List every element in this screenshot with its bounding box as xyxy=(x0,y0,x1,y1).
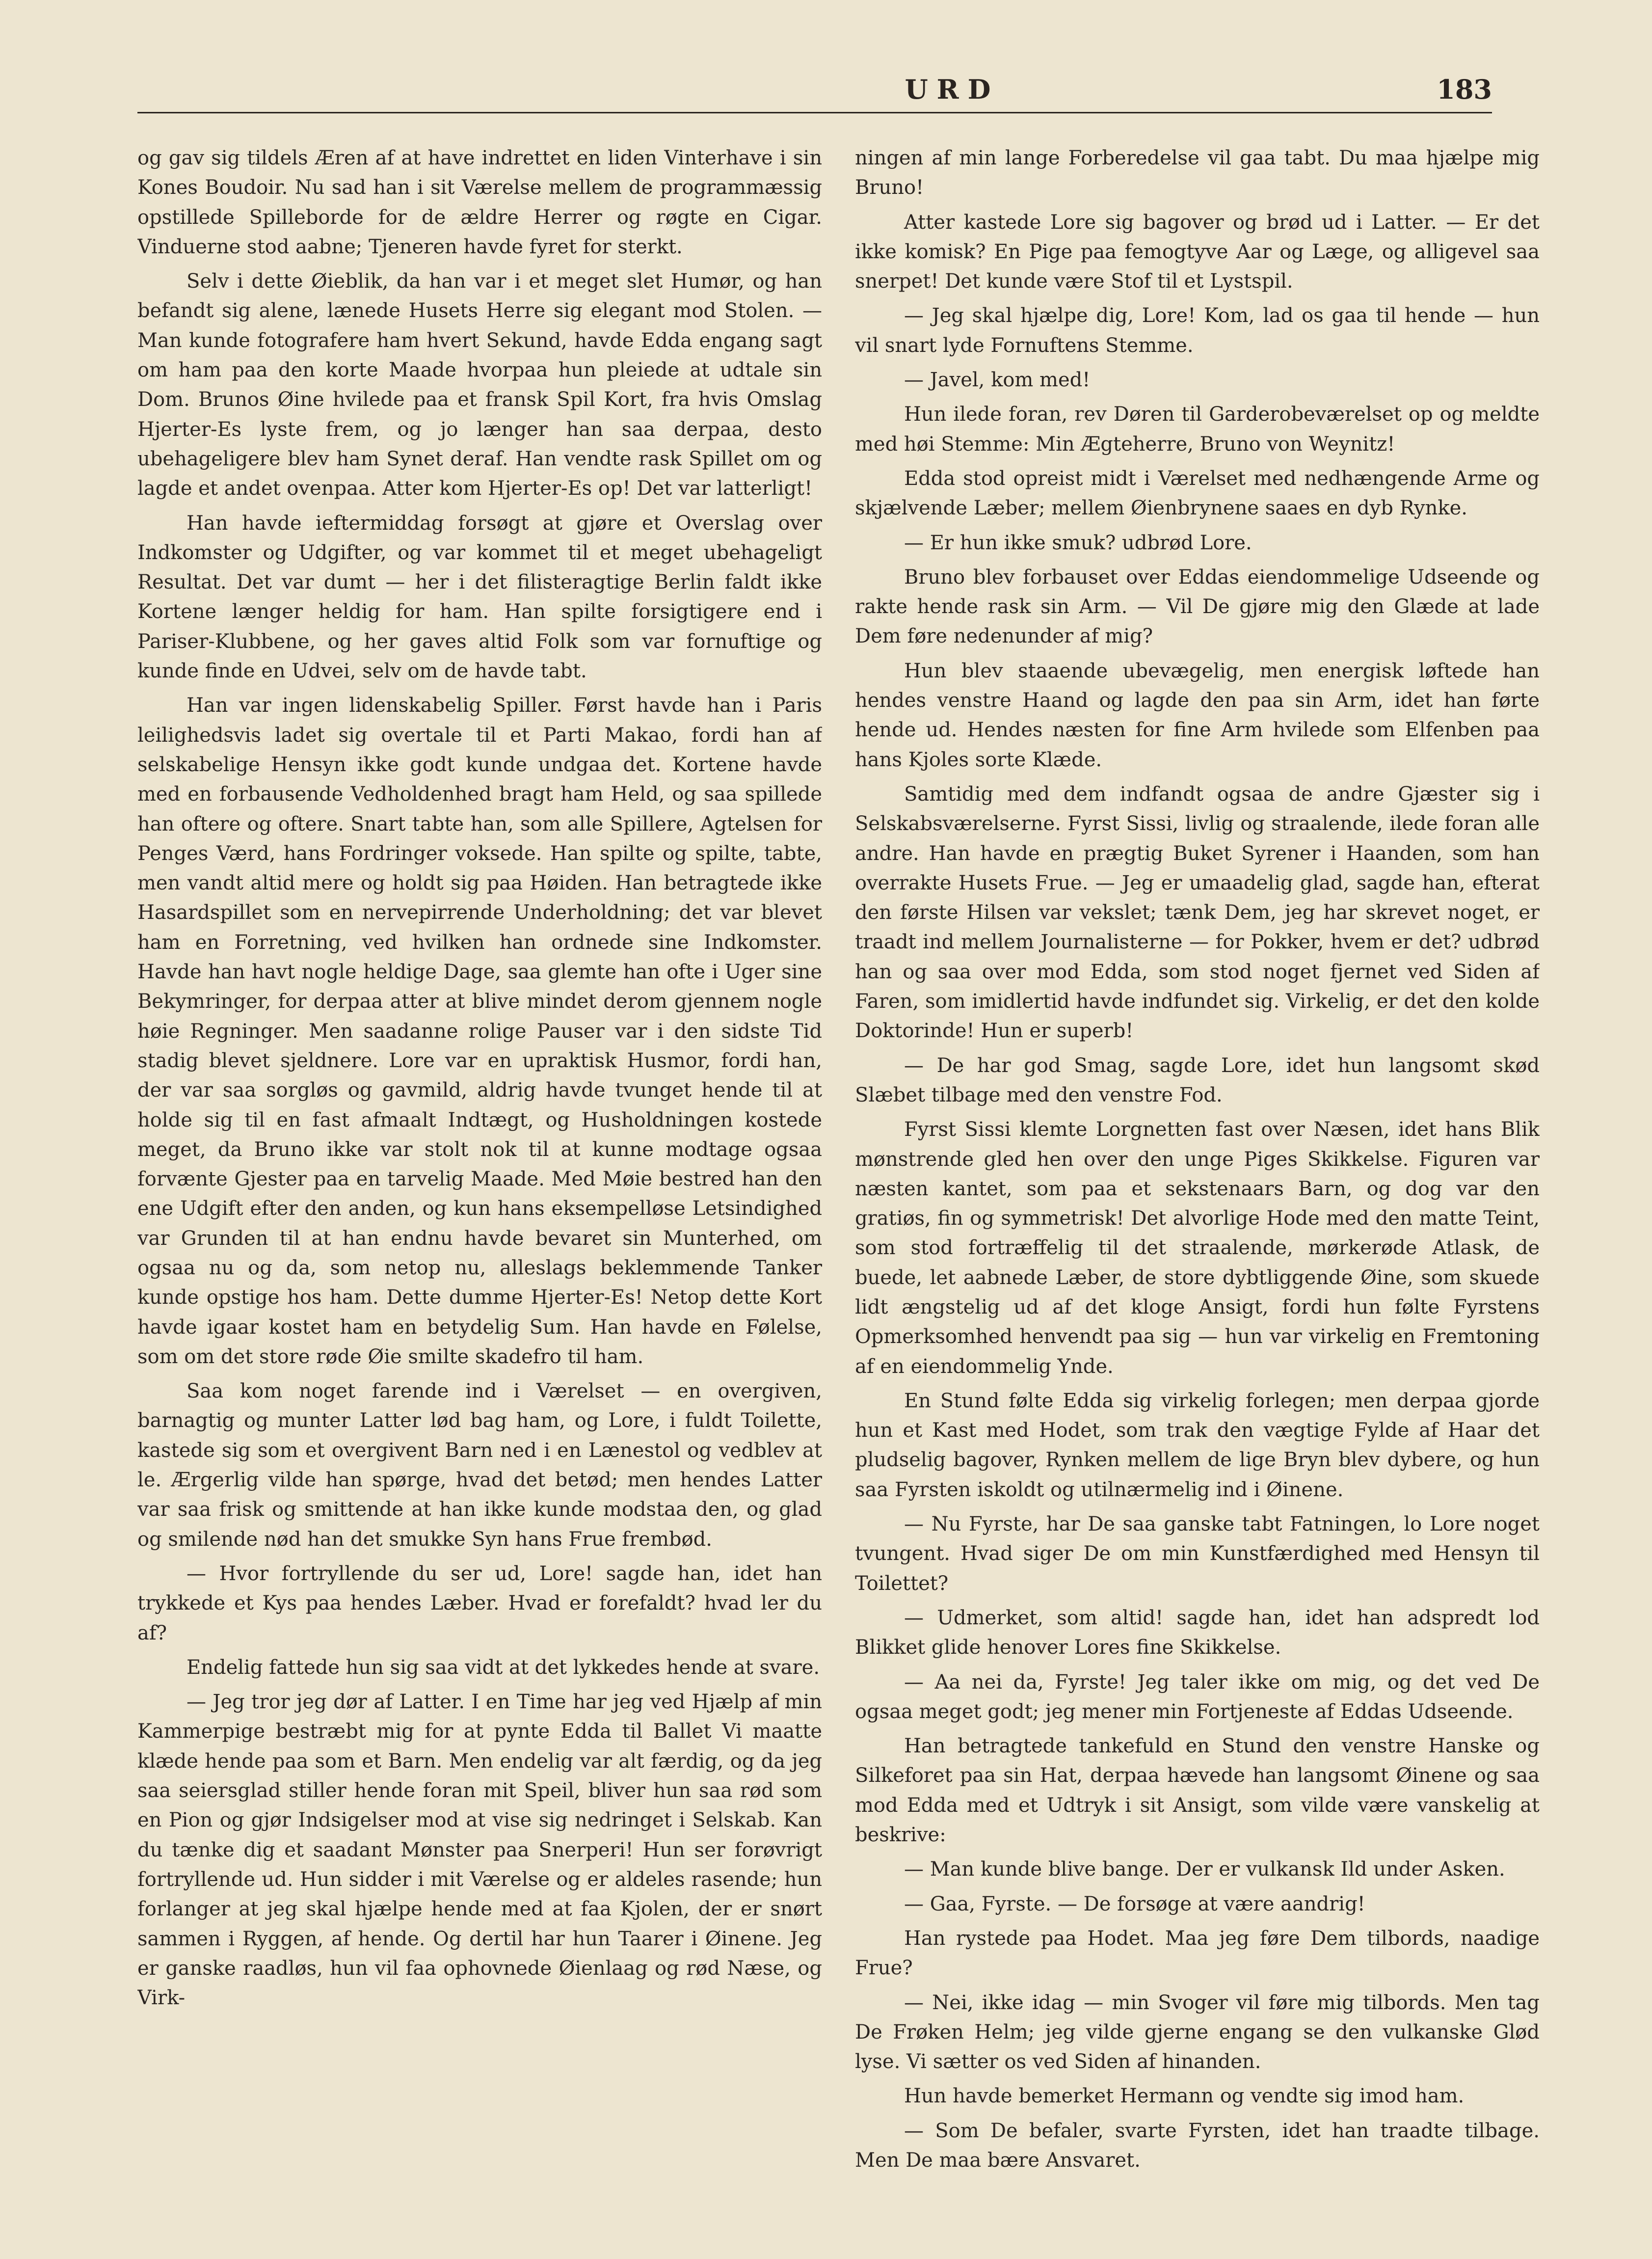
right-text-column xyxy=(855,143,1540,2171)
paragraph: ningen af min lange Forberedelse vil gaa tabt. Du maa hjælpe mig Bruno! xyxy=(855,147,1540,199)
paragraph: Bruno blev forbauset over Eddas eiendommelige Udseende og rakte hende rask sin Arm. — Vil De gjøre mig den Glæde at lade Dem føre nedenunder af mig? xyxy=(855,565,1540,648)
paragraph: — Aa nei da, Fyrste! Jeg taler ikke om mig, og det ved De ogsaa meget godt; jeg mener min Fortjeneste af Eddas Udseende. xyxy=(855,1670,1540,1723)
paragraph: Hun havde bemerket Hermann og vendte sig imod ham. xyxy=(904,2085,1465,2108)
paragraph: — Man kunde blive bange. Der er vulkansk Ild under Asken. xyxy=(904,1858,1505,1881)
paragraph: Endelig fattede hun sig saa vidt at det lykkedes hende at svare. xyxy=(187,1656,820,1679)
paragraph: En Stund følte Edda sig virkelig forlegen; men derpaa gjorde hun et Kast med Hodet, som trak den vægtige Fylde af Haar det pludselig bagover, Rynken mellem de lige Bryn blev dybere, og hun saa Fyrsten iskoldt og utilnærmelig ind i Øinene. xyxy=(855,1389,1540,1501)
paragraph: — Javel, kom med! xyxy=(904,369,1091,392)
paragraph: — Nei, ikke idag — min Svoger vil føre mig tilbords. Men tag De Frøken Helm; jeg vilde gjerne engang se den vulkanske Glød lyse. Vi sætter os ved Siden af hinanden. xyxy=(855,1991,1540,2073)
paragraph: — Udmerket, som altid! sagde han, idet han adspredt lod Blikket glide henover Lores fine Skikkelse. xyxy=(855,1606,1540,1659)
paragraph: — De har god Smag, sagde Lore, idet hun langsomt skød Slæbet tilbage med den venstre Fod. xyxy=(855,1054,1540,1106)
paragraph: Han betragtede tankefuld en Stund den venstre Hanske og Silkeforet paa sin Hat, derpaa hævede han langsomt Øinene og saa mod Edda med et Udtryk i sit Ansigt, som vilde være vanskelig at beskrive: xyxy=(855,1735,1540,1847)
paragraph: Edda stod opreist midt i Værelset med nedhængende Arme og skjælvende Læber; mellem Øienbrynene saaes en dyb Rynke. xyxy=(855,467,1540,520)
paragraph: — Hvor fortryllende du ser ud, Lore! sagde han, idet han trykkede et Kys paa hendes Læber. Hvad er forefaldt? hvad ler du af? xyxy=(137,1562,822,1644)
page-header xyxy=(137,74,1492,113)
header-rule xyxy=(137,112,1492,113)
paragraph: Atter kastede Lore sig bagover og brød ud i Latter. — Er det ikke komisk? En Pige paa femogtyve Aar og Læge, og alligevel saa snerpet! Det kunde være Stof til et Lystspil. xyxy=(855,211,1540,293)
paragraph: — Nu Fyrste, har De saa ganske tabt Fatningen, lo Lore noget tvungent. Hvad siger De om min Kunstfærdighed med Hensyn til Toilettet? xyxy=(855,1513,1540,1595)
paragraph: Han havde ieftermiddag forsøgt at gjøre et Overslag over Indkomster og Udgifter, og var kommet til et meget ubehageligt Resultat. Det var dumt — her i det filisteragtige Berlin faldt ikke Kortene længer heldig for ham. Han spilte forsigtigere end i Pariser-Klubbene, og her gaves altid Folk som var fornuftige og kunde finde en Udvei, selv om de havde tabt. xyxy=(137,511,822,683)
paragraph: Han rystede paa Hodet. Maa jeg føre Dem tilbords, naadige Frue? xyxy=(855,1927,1540,1980)
paragraph: — Er hun ikke smuk? udbrød Lore. xyxy=(904,531,1252,554)
paragraph: — Jeg tror jeg dør af Latter. I en Time har jeg ved Hjælp af min Kammerpige bestræbt mig for at pynte Edda til Ballet Vi maatte klæde hende paa som et Barn. Men endelig var alt færdig, og da jeg saa seiersglad stiller hende foran mit Speil, bliver hun saa rød som en Pion og gjør Indsigelser mod at vise sig nedringet i Selskab. Kan du tænke dig et saadant Mønster paa Snerperi! Hun ser forøvrigt fortryllende ud. Hun sidder i mit Værelse og er aldeles rasende; hun forlanger at jeg skal hjælpe hende med at faa Kjolen, der er snørt sammen i Ryggen, af hende. Og dertil har hun Taarer i Øinene. Jeg er ganske raadløs, hun vil faa ophovnede Øienlaag og rød Næse, og Virk- xyxy=(137,1691,822,2010)
paragraph: Hun ilede foran, rev Døren til Garderobeværelset op og meldte med høi Stemme: Min Ægteherre, Bruno von Weynitz! xyxy=(855,403,1540,456)
page-number: 183 xyxy=(1437,74,1492,105)
paragraph: Han var ingen lidenskabelig Spiller. Først havde han i Paris leilighedsvis ladet sig overtale til et Parti Makao, fordi han af selskabelige Hensyn ikke godt kunde undgaa det. Kortene havde med en forbausende Vedholdenhed bragt ham Held, og saa spillede han oftere og oftere. Snart tabte han, som alle Spillere, Agtelsen for Penges Værd, hans Fordringer voksede. Han spilte og spilte, tabte, men vandt altid mere og holdt sig paa Høiden. Han betragtede ikke Hasardspillet som en nervepirrende Underholdning; det var blevet ham en Forretning, ved hvilken han ordnede sine Indkomster. Havde han havt nogle heldige Dage, saa glemte han ofte i Uger sine Bekymringer, for derpaa atter at blive mindet derom gjennem nogle høie Regninger. Men saadanne rolige Pauser var i den sidste Tid stadig blevet sjeldnere. Lore var en upraktisk Husmor, fordi han, der var saa sorgløs og gavmild, aldrig havde tvunget hende til at holde sig til en fast afmaalt Indtægt, og Husholdningen kostede meget, da Bruno ikke var stolt nok til at kunne modtage ogsaa forvænte Gjester paa en tarvelig Maade. Med Møie bestred han den ene Udgift efter den anden, og kun hans eksempelløse Letsindighed var Grunden til at han endnu havde bevaret sin Munterhed, om ogsaa nu og da, som netop nu, alleslags beklemmende Tanker kunde opstige hos ham. Dette dumme Hjerter-Es! Netop dette Kort havde igaar kostet ham en betydelig Sum. Han havde en Følelse, som om det store røde Øie smilte skadefro til ham. xyxy=(137,694,822,1368)
paragraph: Fyrst Sissi klemte Lorgnetten fast over Næsen, idet hans Blik mønstrende gled hen over den unge Piges Skikkelse. Figuren var næsten kantet, som paa et sekstenaars Barn, og dog var den gratiøs, fin og symmetrisk! Det alvorlige Hode med den matte Teint, som stod fortræffelig til det straalende, mørkerøde Atlask, de buede, let aabnede Læber, de store dybtliggende Øine, som skuede lidt ængstelig ud af det kloge Ansigt, fordi hun følte Fyrstens Opmerksomhed henvendt paa sig — hun var virkelig en Fremtoning af en eiendommelig Ynde. xyxy=(855,1118,1540,1378)
paragraph: Samtidig med dem indfandt ogsaa de andre Gjæster sig i Selskabsværelserne. Fyrst Sissi, livlig og straalende, ilede foran alle andre. Han havde en prægtig Buket Syrener i Haanden, som han overrakte Husets Frue. — Jeg er umaadelig glad, sagde han, efterat den første Hilsen var vekslet; tænk Dem, jeg har skrevet noget, er traadt ind mellem Journalisterne — for Pokker, hvem er det? udbrød han og saa over mod Edda, som stod noget fjernet ved Siden af Faren, som imidlertid havde indfundet sig. Virkelig, er det den kolde Doktorinde! Hun er superb! xyxy=(855,782,1540,1043)
paragraph: — Jeg skal hjælpe dig, Lore! Kom, lad os gaa til hende — hun vil snart lyde Fornuftens Stemme. xyxy=(855,304,1540,357)
left-text-column xyxy=(137,143,822,2171)
running-title: URD xyxy=(905,74,1000,105)
paragraph: Selv i dette Øieblik, da han var i et meget slet Humør, og han befandt sig alene, lænede Husets Herre sig elegant mod Stolen. — Man kunde fotografere ham hvert Sekund, havde Edda engang sagt om ham paa den korte Maade hvorpaa hun pleiede at udtale sin Dom. Brunos Øine hvilede paa et fransk Spil Kort, fra hvis Omslag Hjerter-Es lyste frem, og jo længer han saa derpaa, desto ubehageligere blev ham Synet deraf. Han vendte rask Spillet om og lagde et andet ovenpaa. Atter kom Hjerter-Es op! Det var latterligt! xyxy=(137,270,822,500)
paragraph: Hun blev staaende ubevægelig, men energisk løftede han hendes venstre Haand og lagde den paa sin Arm, idet han førte hende ud. Hendes næsten for fine Arm hvilede som Elfenben paa hans Kjoles sorte Klæde. xyxy=(855,659,1540,771)
paragraph: — Som De befaler, svarte Fyrsten, idet han traadte tilbage. Men De maa bære Ansvaret. xyxy=(855,2119,1540,2171)
paragraph: og gav sig tildels Æren af at have indrettet en liden Vinterhave i sin Kones Boudoir. Nu sad han i sit Værelse mellem de programmæssig opstillede Spilleborde for de ældre Herrer og røgte en Cigar. Vinduerne stod aabne; Tjeneren havde fyret for sterkt. xyxy=(137,147,822,258)
paragraph: Saa kom noget farende ind i Værelset — en overgiven, barnagtig og munter Latter lød bag ham, og Lore, i fuldt Toilette, kastede sig som et overgivent Barn ned i en Lænestol og vedblev at le. Ærgerlig vilde han spørge, hvad det betød; men hendes Latter var saa frisk og smittende at han ikke kunde modstaa den, og glad og smilende nød han det smukke Syn hans Frue frembød. xyxy=(137,1380,822,1551)
paragraph: — Gaa, Fyrste. — De forsøge at være aandrig! xyxy=(904,1892,1365,1915)
